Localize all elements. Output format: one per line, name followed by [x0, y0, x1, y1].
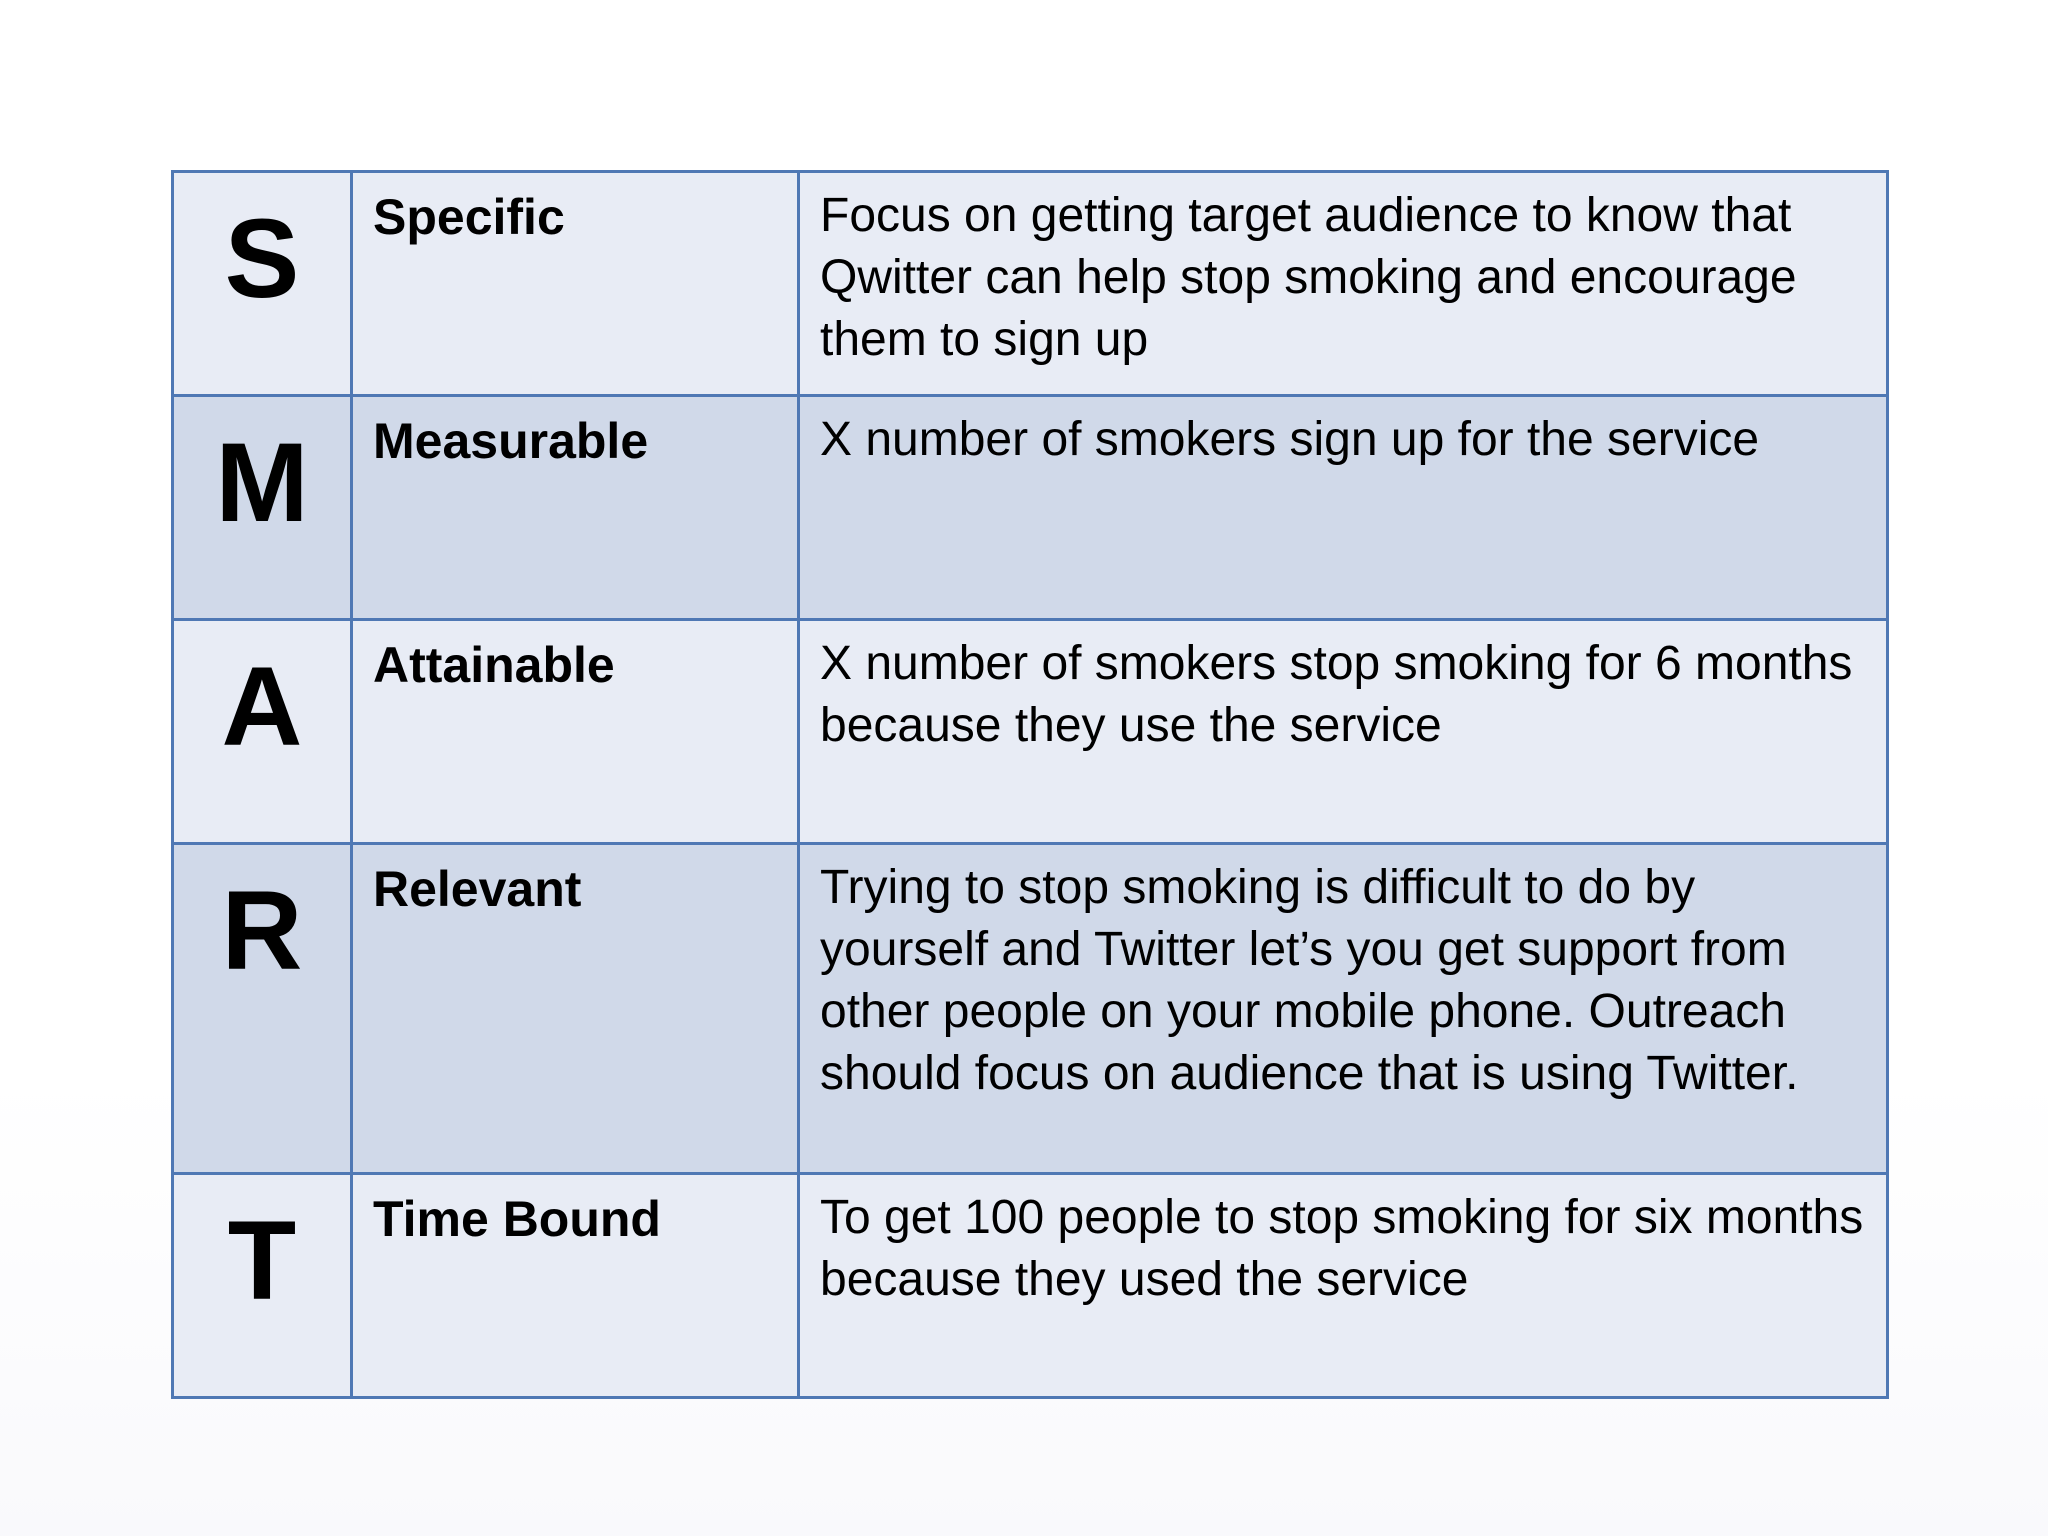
letter-cell [173, 396, 352, 620]
smart-letter-a: A [221, 644, 303, 769]
description-time-bound: To get 100 people to stop smoking for six months because they used the service [820, 1191, 1864, 1306]
description-cell [799, 620, 1888, 844]
letter-cell [173, 1174, 352, 1398]
description-cell [799, 844, 1888, 1174]
term-time-bound: Time Bound [373, 1191, 661, 1247]
letter-cell [173, 620, 352, 844]
term-cell [352, 1174, 799, 1398]
letter-cell [173, 172, 352, 396]
description-cell [799, 396, 1888, 620]
description-specific: Focus on getting target audience to know that Qwitter can help stop smoking and encourage them to sign up [820, 189, 1797, 366]
term-attainable: Attainable [373, 637, 615, 693]
description-measurable: X number of smokers sign up for the service [820, 413, 1760, 466]
term-cell [352, 396, 799, 620]
term-specific: Specific [373, 189, 565, 245]
description-cell [799, 172, 1888, 396]
term-cell [352, 172, 799, 396]
smart-letter-s: S [224, 196, 300, 321]
smart-letter-r: R [221, 868, 303, 993]
smart-letter-t: T [227, 1198, 297, 1323]
table-row-measurable [173, 396, 1888, 620]
term-cell [352, 620, 799, 844]
table-row-time-bound [173, 1174, 1888, 1398]
description-attainable: X number of smokers stop smoking for 6 months because they use the service [820, 637, 1853, 752]
table-row-relevant [173, 844, 1888, 1174]
description-relevant: Trying to stop smoking is difficult to do by yourself and Twitter let’s you get support from other people on your mobile phone. Outreach should focus on audience that is using Twitter. [820, 861, 1799, 1100]
smart-letter-m: M [215, 420, 309, 545]
term-relevant: Relevant [373, 861, 582, 917]
table-row-specific [173, 172, 1888, 396]
term-measurable: Measurable [373, 413, 649, 469]
letter-cell [173, 844, 352, 1174]
description-cell [799, 1174, 1888, 1398]
smart-goals-table [171, 170, 1889, 1399]
table-row-attainable [173, 620, 1888, 844]
term-cell [352, 844, 799, 1174]
